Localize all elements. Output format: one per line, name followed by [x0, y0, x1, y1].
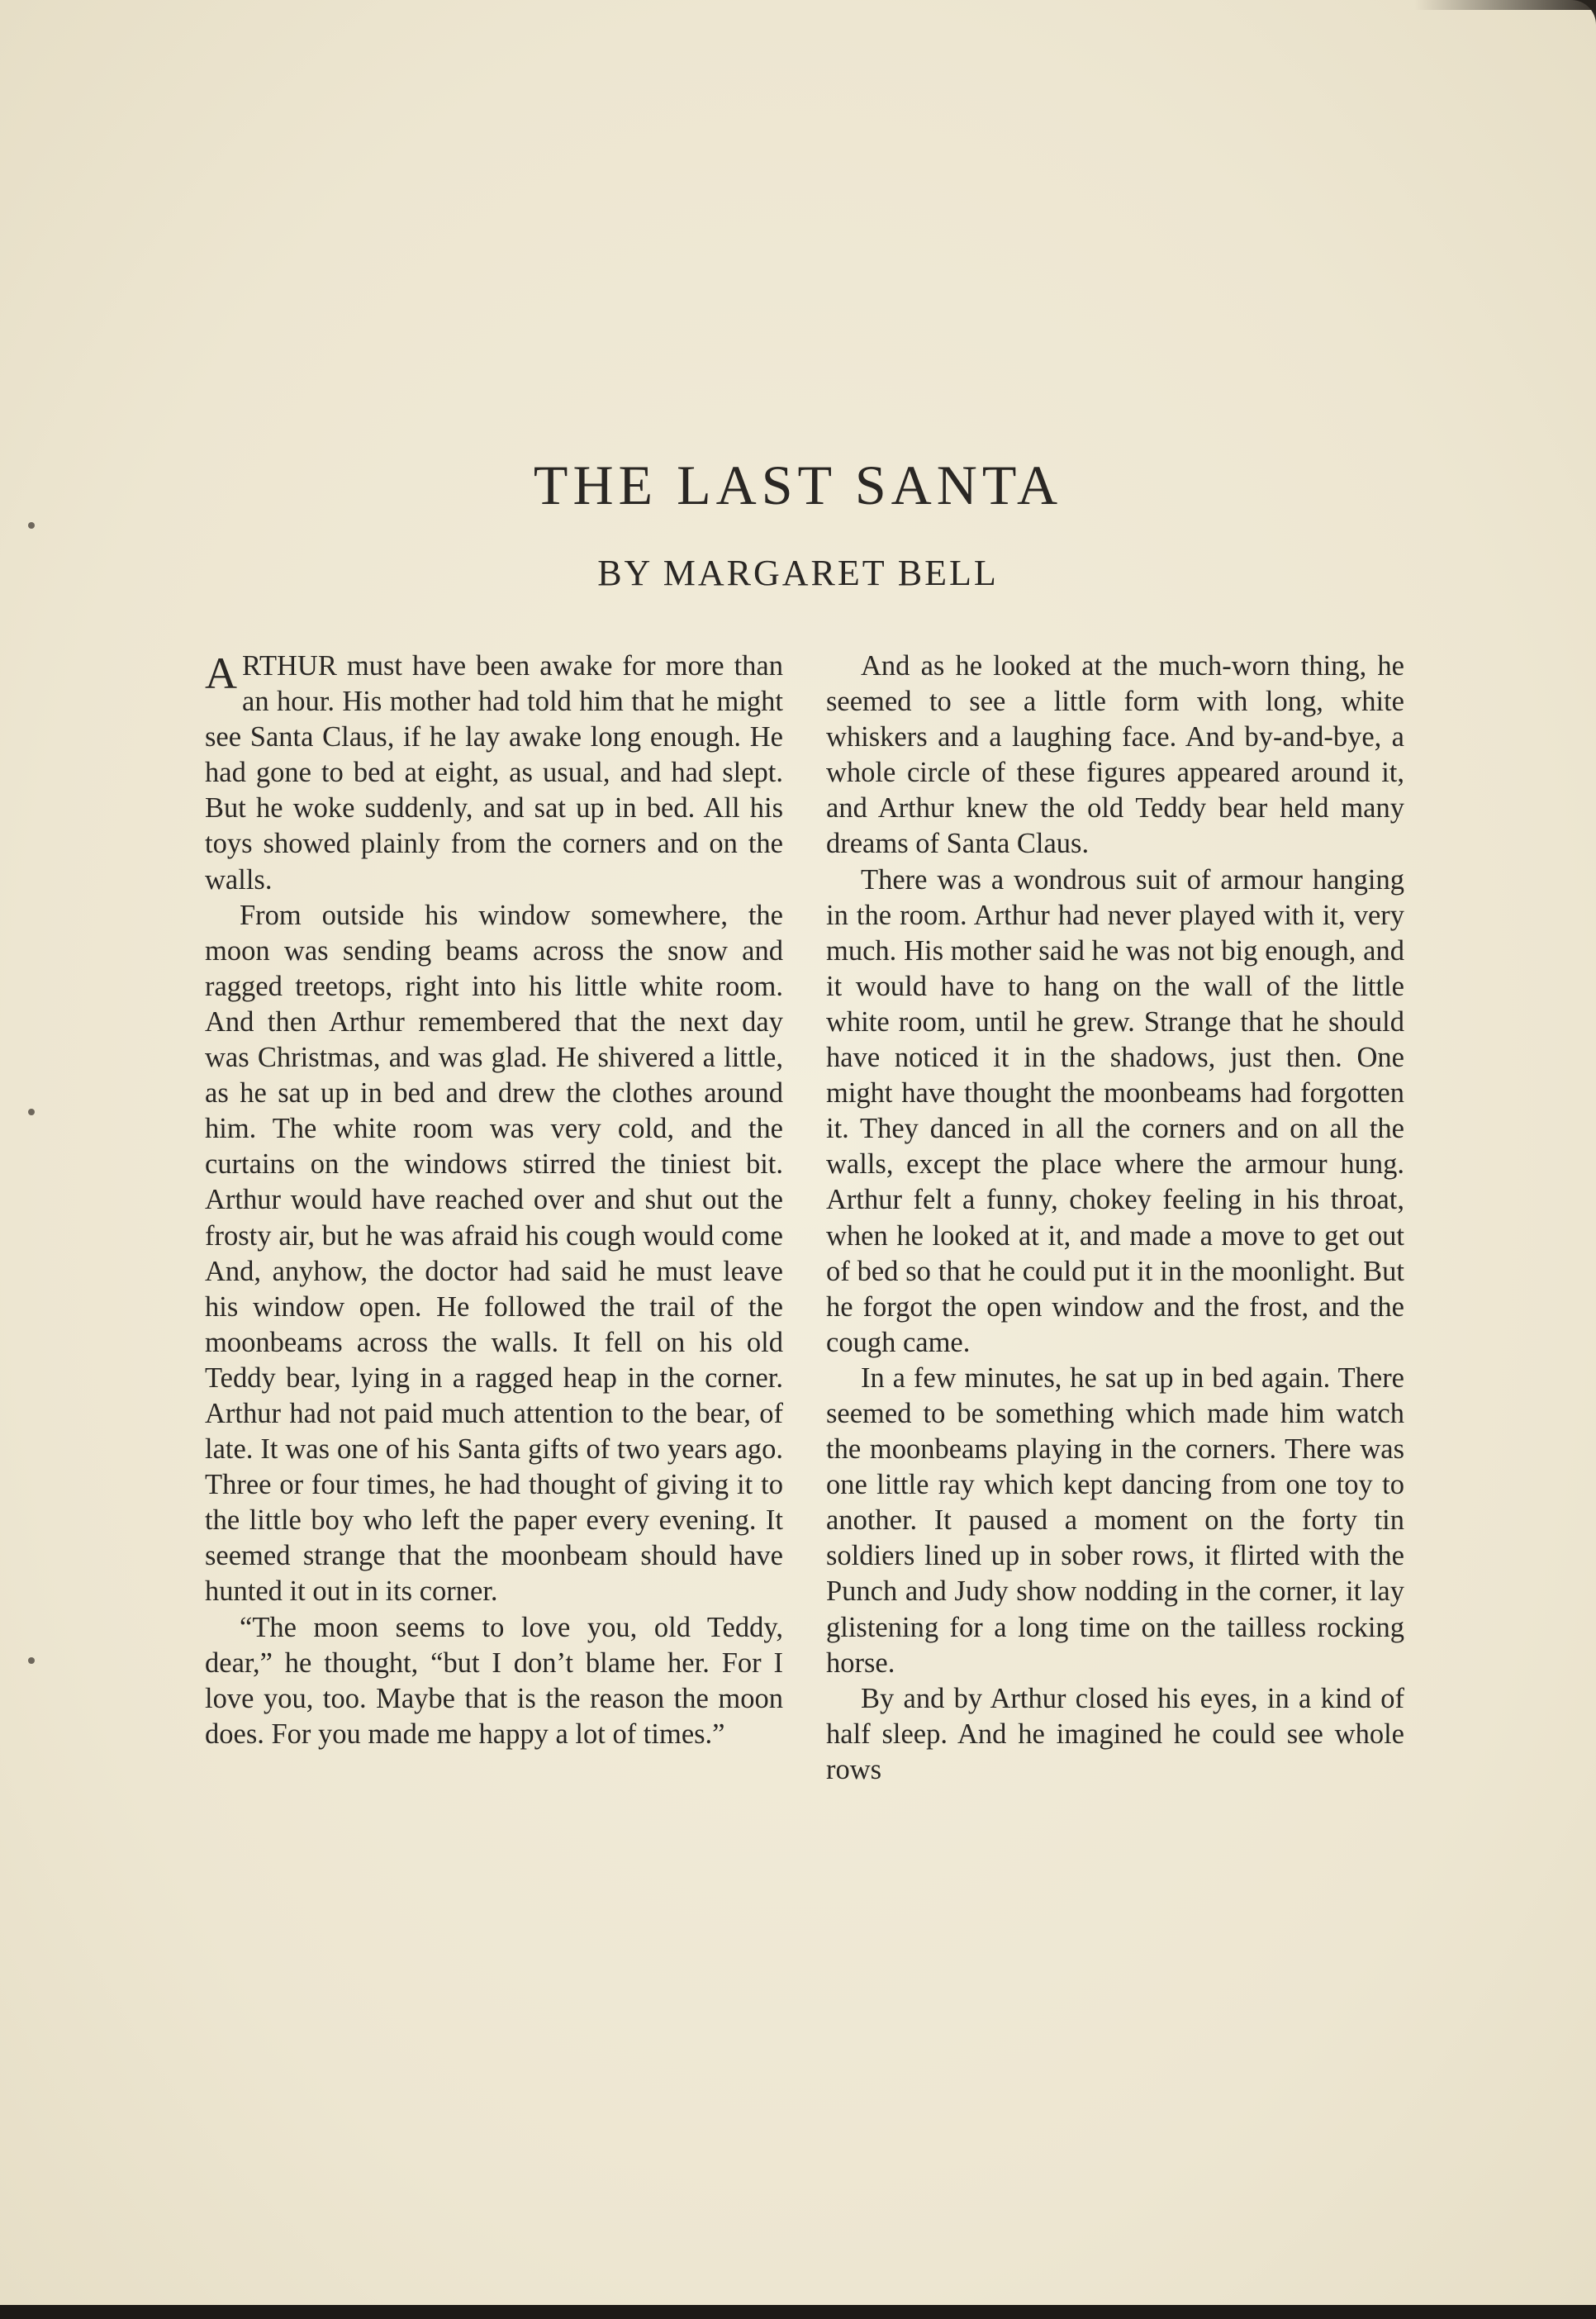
paragraph: [205, 649, 783, 898]
paragraph: “The moon seems to love you, old Teddy, dear,” he thought, “but I don’t blame her. For I love you, too. Maybe that is the reason the moon does. For you made me happy a lot of times.”: [205, 1611, 783, 1750]
scan-bottom-edge: [0, 2305, 1596, 2319]
article-title: THE LAST SANTA: [533, 454, 1063, 516]
paragraph: And as he looked at the much-worn thing, he seemed to see a little form with long, white whiskers and a laughing face. And by-and-bye, a whole circle of these figures appeared around it, and Arthur knew the old Teddy bear held many dreams of Santa Claus.: [826, 650, 1404, 860]
article-byline: BY MARGARET BELL: [597, 553, 999, 593]
page-edge-shadow: [1414, 0, 1596, 10]
binding-hole: [28, 1109, 35, 1115]
paragraph-text: RTHUR must have been awake for more than an hour. His mother had told him that he might see Santa Claus, if he lay awake long enough. He had gone to bed at eight, as usual, and had slept. But he woke suddenly, and sat up in bed. All his toys showed plainly from the corners and on the walls.: [205, 650, 783, 896]
left-column: [205, 649, 783, 1752]
paragraph: There was a wondrous suit of armour hanging in the room. Arthur had never played with it, very much. His mother said he was not big enough, and it would have to hang on the wall of the little white room, until he grew. Strange that he should have noticed it in the shadows, just then. One might have thought the moonbeams had forgotten it. They danced in all the corners and on all the walls, except the place where the armour hung. Arthur felt a funny, chokey feeling in his throat, when he looked at it, and made a move to get out of bed so that he could put it in the moonlight. But he forgot the open window and the frost, and the cough came.: [826, 863, 1404, 1358]
binding-hole: [28, 522, 35, 529]
paragraph: By and by Arthur closed his eyes, in a kind of half sleep. And he imagined he could see whole rows: [826, 1682, 1404, 1785]
drop-cap: A: [205, 649, 237, 698]
right-column: [826, 649, 1404, 1788]
paragraph: From outside his window somewhere, the moon was sending beams across the snow and ragged treetops, right into his little white room. And then Arthur remembered that the next day was Christmas, and was glad. He shivered a little, as he sat up in bed and drew the clothes around him. The white room was very cold, and the curtains on the windows stirred the tiniest bit. Arthur would have reached over and shut out the frosty air, but he was afraid his cough would come And, anyhow, the doctor had said he must leave his window open. He followed the trail of the moonbeams across the walls. It fell on his old Teddy bear, lying in a ragged heap in the corner. Arthur had not paid much attention to the bear, of late. It was one of his Santa gifts of two years ago. Three or four times, he had thought of giving it to the little boy who left the paper every evening. It seemed strange that the moonbeam should have hunted it out in its corner.: [205, 899, 783, 1608]
paragraph: In a few minutes, he sat up in bed again. There seemed to be something which made him watch the moonbeams playing in the corners. There was one little ray which kept dancing from one toy to another. It paused a moment on the forty tin soldiers lined up in sober rows, it flirted with the Punch and Judy show nodding in the corner, it lay glistening for a long time on the tailless rocking horse.: [826, 1361, 1404, 1679]
binding-hole: [28, 1657, 35, 1664]
